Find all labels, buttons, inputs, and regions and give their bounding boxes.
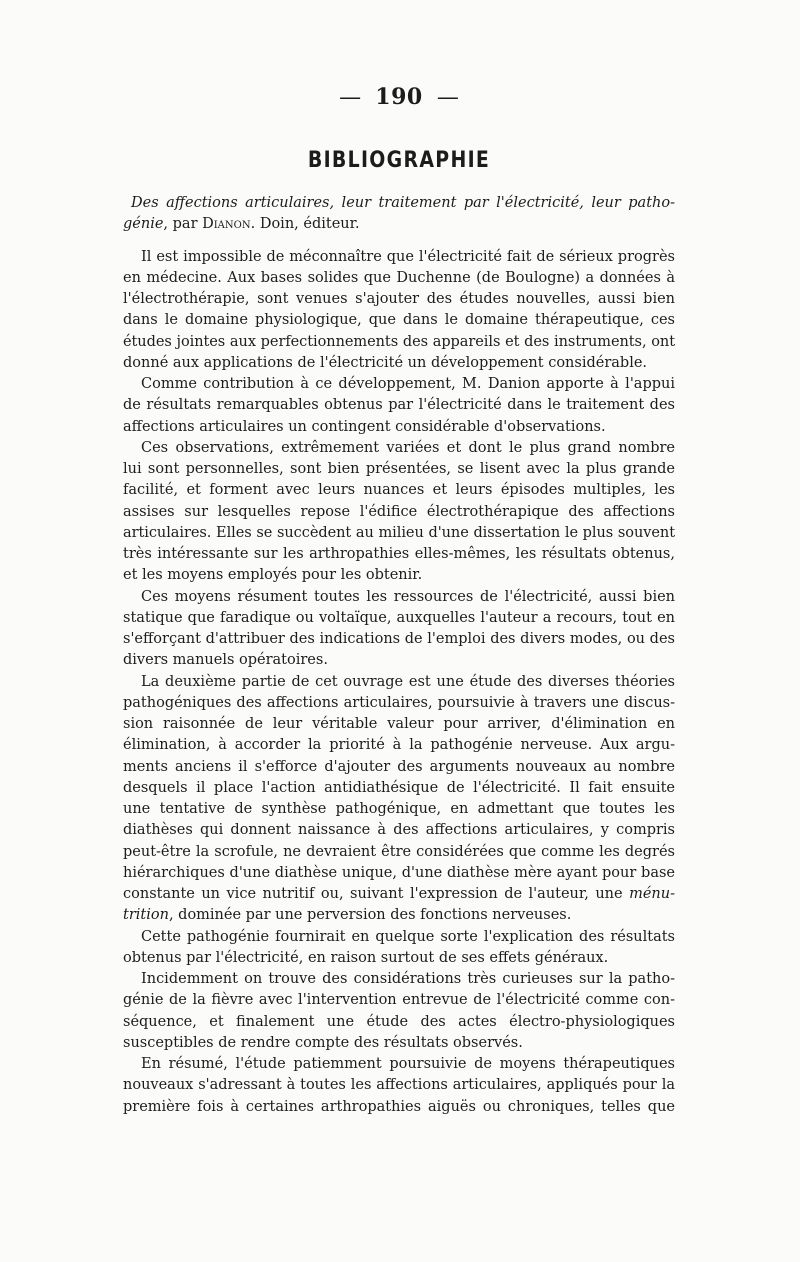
paragraph-line: génie de la fièvre avec l'intervention entrevue de l'électricité comme con-: [123, 992, 675, 1009]
paragraph-line: l'électrothérapie, sont venues s'ajouter des études nouvelles, aussi bien: [123, 291, 675, 307]
reference-line-2: [123, 214, 675, 235]
paragraph-line: séquence, et finalement une étude des actes électro-physiologiques: [123, 1013, 675, 1030]
paragraph-line: articulaires. Elles se succèdent au milieu d'une dissertation le plus souvent: [123, 524, 675, 541]
paragraph-line: s'efforçant d'attribuer des indications de l'emploi des divers modes, ou des: [123, 631, 675, 647]
paragraph-line: peut-être la scrofule, ne devraient être considérées que comme les degrés: [123, 843, 675, 860]
paragraph-line: donné aux applications de l'électricité un développement considérable.: [123, 354, 648, 371]
italic-term-part2: trition: [123, 907, 169, 924]
paragraph-line: dans le domaine physiologique, que dans le domaine thérapeutique, ces: [123, 312, 675, 329]
paragraph-line: divers manuels opératoires.: [123, 652, 328, 669]
paragraph-line: Ces observations, extrêmement variées et dont le plus grand nombre: [141, 439, 675, 456]
italic-term-part1: ménu-: [629, 886, 675, 902]
paragraph-line: études jointes aux perfectionnements des appareils et des instruments, ont: [123, 333, 675, 350]
reference-title-part2: génie: [123, 216, 164, 233]
paragraph-line: nouveaux s'adressant à toutes les affections articulaires, appliqués pour la: [123, 1077, 675, 1094]
review-paragraph-7: [123, 969, 675, 1054]
paragraph-line: et les moyens employés pour les obtenir.: [123, 567, 423, 584]
paragraph-line: La deuxième partie de cet ouvrage est une étude des diverses théories: [141, 673, 675, 690]
review-paragraph-4: [123, 587, 675, 672]
paragraph-line: en médecine. Aux bases solides que Duchenne (de Boulogne) a données à: [123, 269, 675, 286]
paragraph-line-with-italic: [123, 884, 675, 905]
review-paragraph-8: [123, 1054, 675, 1118]
page-number-dash-left: —: [339, 85, 362, 110]
reference-author: Dianon: [202, 216, 251, 233]
paragraph-line: Cette pathogénie fournirait en quelque sorte l'explication des résultats: [141, 928, 675, 945]
reference-author-prefix: , par: [163, 216, 203, 233]
section-title: BIBLIOGRAPHIE: [307, 148, 491, 173]
paragraph-line: susceptibles de rendre compte des résultats observés.: [123, 1034, 523, 1051]
body-text: [123, 193, 675, 1118]
reference-entry: [123, 193, 675, 236]
paragraph-line: une tentative de synthèse pathogénique, en admettant que toutes les: [123, 801, 675, 817]
paragraph-line: sion raisonnée de leur véritable valeur pour arriver, d'élimination en: [123, 716, 675, 732]
reference-publisher: . Doin, éditeur.: [250, 216, 360, 233]
paragraph-line: lui sont personnelles, sont bien présentées, se lisent avec la plus grande: [123, 461, 675, 477]
reference-title-part1: Des affections articulaires, leur traitement par l'électricité, leur patho-: [131, 195, 675, 211]
paragraph-line: élimination, à accorder la priorité à la pathogénie nerveuse. Aux argu-: [123, 737, 675, 754]
paragraph-line-with-italic: [123, 905, 675, 926]
paragraph-line: diathèses qui donnent naissance à des affections articulaires, y compris: [123, 822, 675, 839]
page-number-dash-right: —: [436, 85, 459, 110]
page-number-value: 190: [375, 84, 423, 110]
paragraph-line: En résumé, l'étude patiemment poursuivie de moyens thérapeutiques: [141, 1056, 675, 1072]
paragraph-line-text: constante un vice nutritif ou, suivant l'expression de l'auteur, une: [123, 886, 630, 902]
paragraph-line: ments anciens il s'efforce d'ajouter des arguments nouveaux au nombre: [123, 758, 675, 775]
paragraph-line: Comme contribution à ce développement, M. Danion apporte à l'appui: [141, 376, 675, 392]
paragraph-line: Incidemment on trouve des considérations très curieuses sur la patho-: [141, 971, 675, 987]
paragraph-line: très intéressante sur les arthropathies elles-mêmes, les résultats obtenus,: [123, 546, 675, 562]
review-paragraph-1: [123, 247, 675, 375]
paragraph-line: affections articulaires un contingent considérable d'observations.: [123, 418, 606, 435]
review-paragraph-2: [123, 374, 675, 438]
paragraph-line: de résultats remarquables obtenus par l'électricité dans le traitement des: [123, 397, 675, 414]
paragraph-line-text: , dominée par une perversion des fonctions nerveuses.: [168, 907, 572, 924]
paragraph-line: desquels il place l'action antidiathésique de l'électricité. Il fait ensuite: [123, 779, 675, 796]
paragraph-line: Il est impossible de méconnaître que l'électricité fait de sérieux progrès: [141, 248, 675, 265]
paragraph-line: pathogéniques des affections articulaires, poursuivie à travers une discus-: [123, 694, 675, 711]
paragraph-line: assises sur lesquelles repose l'édifice électrothérapique des affections: [123, 503, 675, 520]
paragraph-line: hiérarchiques d'une diathèse unique, d'une diathèse mère ayant pour base: [123, 864, 675, 881]
paragraph-line: Ces moyens résument toutes les ressources de l'électricité, aussi bien: [141, 588, 675, 605]
review-paragraph-5: [123, 672, 675, 927]
paragraph-line: obtenus par l'électricité, en raison surtout de ses effets généraux.: [123, 949, 609, 966]
page-number: [123, 84, 675, 110]
paragraph-line: statique que faradique ou voltaïque, auxquelles l'auteur a recours, tout en: [123, 609, 675, 626]
paragraph-line: première fois à certaines arthropathies aiguës ou chroniques, telles que: [123, 1098, 675, 1115]
reference-line-1: [123, 193, 675, 214]
review-paragraph-3: [123, 438, 675, 587]
review-paragraph-6: [123, 927, 675, 970]
paragraph-line: facilité, et forment avec leurs nuances et leurs épisodes multiples, les: [123, 482, 675, 499]
